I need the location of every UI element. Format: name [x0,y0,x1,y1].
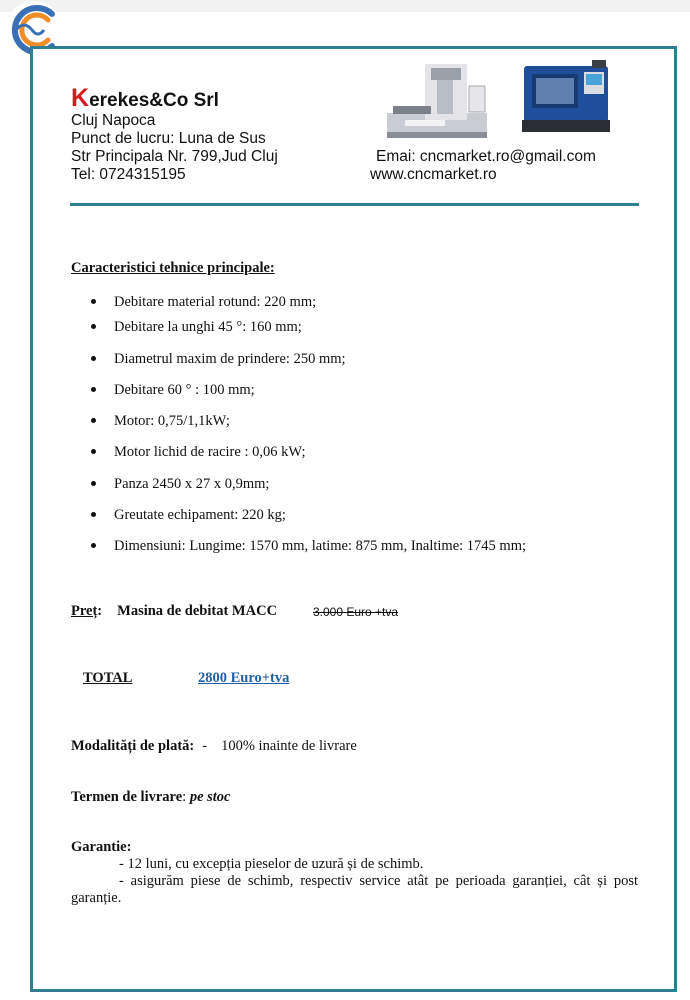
spec-item: Motor: 0,75/1,1kW; [91,413,230,430]
bullet-icon [91,512,96,517]
milling-machine-image [385,58,490,143]
spec-item: Debitare material rotund: 220 mm; [91,294,316,311]
bullet-icon [91,481,96,486]
company-name: Kerekes&Co Srl [71,84,219,112]
warranty-line-1: - 12 luni, cu excepția pieselor de uzură și de schimb. [119,856,424,872]
warranty-line-2: - asigurăm piese de schimb, respectiv service atât pe perioada garanției, cât și post garanție. [71,873,638,906]
old-price: 3.000 Euro +tva [313,605,399,619]
email-address: Emai: cncmarket.ro@gmail.com [376,148,596,165]
spec-item: Debitare la unghi 45 °: 160 mm; [91,319,302,336]
header-divider [70,203,639,206]
price-label: Preț [71,603,98,619]
warranty-title: Garantie: [71,839,132,855]
spec-item: Motor lichid de racire : 0,06 kW; [91,444,306,461]
website-address: www.cncmarket.ro [370,166,497,183]
address-line-workpoint: Punct de lucru: Luna de Sus [71,130,266,147]
specs-title: Caracteristici tehnice principale: [71,260,275,276]
spec-item: Dimensiuni: Lungime: 1570 mm, latime: 875 mm, Inaltime: 1745 mm; [91,538,526,555]
spec-item: Greutate echipament: 220 kg; [91,507,286,524]
bullet-icon [91,387,96,392]
price-row: Preț: Masina de debitat MACC [71,603,278,619]
payment-terms: Modalități de plată: - 100% inainte de livrare [71,738,357,754]
phone-number: Tel: 0724315195 [71,166,186,183]
spec-item: Panza 2450 x 27 x 0,9mm; [91,476,269,493]
address-line-street: Str Principala Nr. 799,Jud Cluj [71,148,278,165]
spec-item: Diametrul maxim de prindere: 250 mm; [91,351,346,368]
total-price-link[interactable]: 2800 Euro+tva [198,670,290,686]
bullet-icon [91,324,96,329]
address-line-city: Cluj Napoca [71,112,156,129]
cnc-lathe-image [522,58,614,136]
bullet-icon [91,299,96,304]
bullet-icon [91,543,96,548]
product-name: Masina de debitat MACC [117,603,278,619]
bullet-icon [91,449,96,454]
bullet-icon [91,418,96,423]
spec-item: Debitare 60 ° : 100 mm; [91,382,255,399]
delivery-terms: Termen de livrare: pe stoc [71,789,231,805]
total-label: TOTAL [83,670,133,686]
bullet-icon [91,356,96,361]
